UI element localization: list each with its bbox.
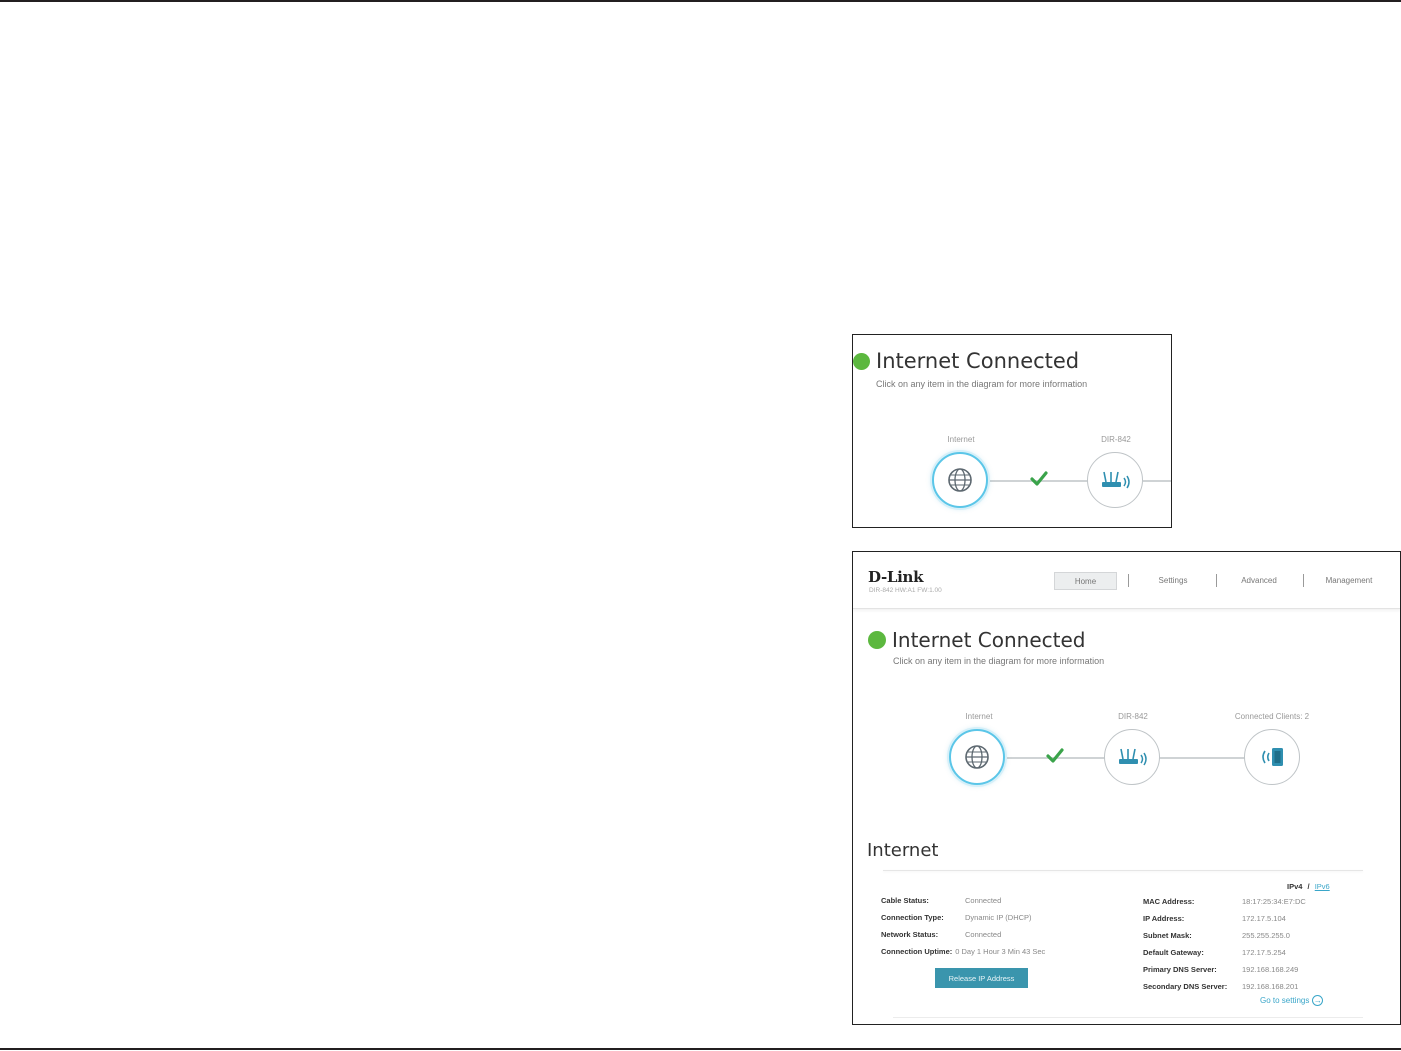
node-label-router: DIR-842 (1101, 435, 1131, 444)
connector-line (1143, 480, 1172, 482)
nav-settings-tab[interactable]: Settings (1158, 576, 1188, 585)
field-value: 192.168.168.249 (1242, 965, 1299, 974)
network-status-row (881, 930, 1001, 939)
go-to-settings-label: Go to settings (1260, 996, 1310, 1005)
field-value: 18:17:25:34:E7:DC (1242, 897, 1306, 906)
field-value: 192.168.168.201 (1242, 982, 1299, 991)
internet-section-title: Internet (867, 840, 939, 861)
field-key: IP Address: (1143, 914, 1185, 923)
go-to-settings-link[interactable] (1260, 995, 1323, 1006)
field-value: Connected (965, 930, 1002, 939)
node-label-internet: Internet (947, 435, 975, 444)
dlink-logo: D-Link (868, 568, 924, 586)
field-value: Connected (965, 896, 1002, 905)
router-home-panel (852, 551, 1401, 1025)
field-value: Dynamic IP (DHCP) (965, 913, 1032, 922)
node-label-router: DIR-842 (1118, 712, 1148, 721)
node-label-clients: Connected Clients: 2 (1234, 712, 1310, 721)
field-key: Cable Status: (881, 896, 929, 905)
globe-icon (947, 467, 973, 493)
ipv-separator: / (1307, 882, 1310, 891)
status-title: Internet Connected (892, 628, 1086, 652)
field-key: MAC Address: (1143, 897, 1195, 906)
router-node[interactable] (1104, 729, 1160, 785)
bottom-rule (0, 1048, 1401, 1050)
section-divider (883, 870, 1363, 871)
nav-home-tab[interactable]: Home (1054, 572, 1117, 590)
nav-advanced-tab[interactable]: Advanced (1241, 576, 1277, 585)
node-label-internet: Internet (965, 712, 993, 721)
primary-dns-row (1143, 965, 1298, 974)
release-ip-button[interactable]: Release IP Address (935, 968, 1028, 988)
status-dot (853, 353, 870, 370)
router-icon (1098, 469, 1132, 491)
diagram-hint: Click on any item in the diagram for more information (876, 379, 1088, 389)
arrow-right-circle-icon: → (1313, 995, 1322, 1005)
field-key: Connection Uptime: (881, 947, 953, 956)
field-value: 172.17.5.104 (1242, 914, 1286, 923)
connection-uptime-row (881, 947, 1045, 956)
clients-icon (1257, 745, 1287, 769)
nav-separator (1216, 574, 1217, 587)
cable-status-row (881, 896, 1001, 905)
ipv6-link[interactable]: IPv6 (1314, 882, 1330, 891)
status-row (853, 349, 1079, 373)
field-key: Default Gateway: (1143, 948, 1204, 957)
status-row (868, 628, 1085, 652)
field-value: 172.17.5.254 (1242, 948, 1286, 957)
top-navigation (853, 552, 1401, 609)
ipv4-label: IPv4 (1287, 882, 1303, 891)
field-key: Network Status: (881, 930, 939, 939)
model-info: DIR-842 HW:A1 FW:1.00 (869, 587, 942, 594)
field-key: Secondary DNS Server: (1143, 982, 1228, 991)
ip-address-row (1143, 914, 1286, 923)
check-icon (1030, 471, 1048, 487)
connector-line (1159, 757, 1245, 759)
field-key: Primary DNS Server: (1143, 965, 1217, 974)
check-icon (1046, 748, 1064, 764)
status-dot (868, 631, 886, 649)
subnet-mask-row (1143, 931, 1290, 940)
diagram-hint: Click on any item in the diagram for more information (893, 656, 1105, 666)
small-status-panel (852, 334, 1172, 528)
mac-address-row (1143, 897, 1306, 906)
top-rule (0, 0, 1401, 2)
field-key: Subnet Mask: (1143, 931, 1192, 940)
router-icon (1115, 746, 1149, 768)
nav-management-tab[interactable]: Management (1325, 576, 1373, 585)
secondary-dns-row (1143, 982, 1298, 991)
nav-separator (1303, 574, 1304, 587)
globe-icon (964, 744, 990, 770)
default-gateway-row (1143, 948, 1286, 957)
field-value: 0 Day 1 Hour 3 Min 43 Sec (955, 947, 1046, 956)
ip-version-toggle (1287, 882, 1330, 891)
internet-node[interactable] (949, 729, 1005, 785)
status-title: Internet Connected (876, 349, 1080, 373)
field-key: Connection Type: (881, 913, 944, 922)
field-value: 255.255.255.0 (1242, 931, 1290, 940)
router-node[interactable] (1087, 452, 1143, 508)
clients-node[interactable] (1244, 729, 1300, 785)
nav-separator (1128, 574, 1129, 587)
internet-node[interactable] (932, 452, 988, 508)
section-bottom-divider (893, 1017, 1363, 1018)
connection-type-row (881, 913, 1032, 922)
